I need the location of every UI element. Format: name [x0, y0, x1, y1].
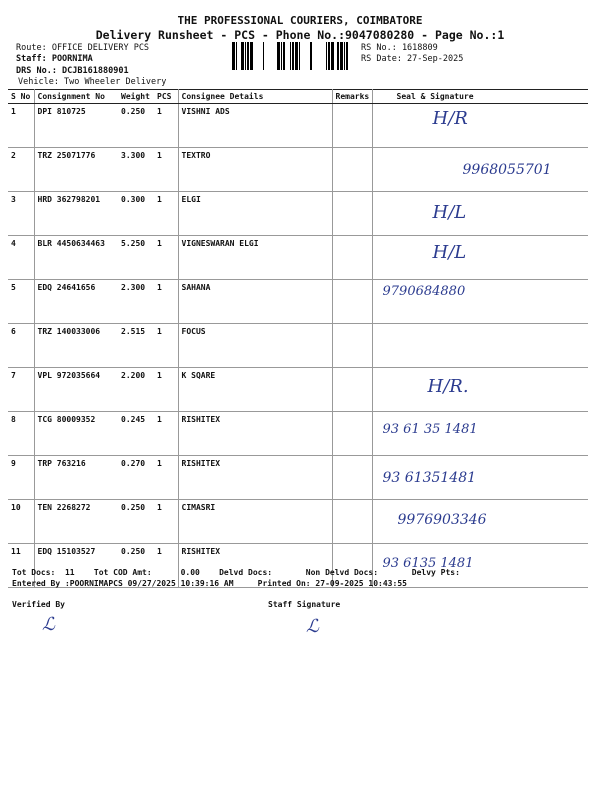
handwritten-signature: 9976903346 — [397, 512, 487, 528]
company-title: THE PROFESSIONAL COURIERS, COIMBATORE — [177, 14, 423, 27]
verified-signature-icon: ℒ — [42, 614, 55, 635]
cell-consignment: TEN 2268272 — [34, 500, 118, 544]
handwritten-signature: H/L — [432, 202, 467, 223]
barcode-bar — [241, 42, 244, 70]
cell-sno: 7 — [8, 368, 34, 412]
cell-signature — [372, 236, 588, 280]
cell-pcs: 1 — [154, 500, 178, 544]
cell-remarks — [332, 192, 372, 236]
barcode-icon — [232, 42, 354, 70]
table-row — [8, 368, 588, 412]
cell-pcs: 1 — [154, 104, 178, 148]
drs-label: DRS No.: DCJB161880901 — [16, 66, 129, 76]
barcode-bar — [340, 42, 343, 70]
barcode-bar — [328, 42, 330, 70]
cell-remarks — [332, 324, 372, 368]
cell-pcs: 1 — [154, 412, 178, 456]
cell-consignee: TEXTRO — [178, 148, 332, 192]
cell-sno: 10 — [8, 500, 34, 544]
cell-weight: 3.300 — [118, 148, 154, 192]
cell-remarks — [332, 236, 372, 280]
barcode-bar — [283, 42, 285, 70]
cell-pcs: 1 — [154, 236, 178, 280]
cell-sno: 6 — [8, 324, 34, 368]
col-consignment: Consignment No — [34, 90, 118, 104]
table-row — [8, 192, 588, 236]
table-row — [8, 456, 588, 500]
cell-signature — [372, 368, 588, 412]
cell-consignment: VPL 972035664 — [34, 368, 118, 412]
barcode-bar — [250, 42, 253, 70]
cell-weight: 2.300 — [118, 280, 154, 324]
barcode-bar — [236, 42, 237, 70]
barcode-bar — [245, 42, 246, 70]
cell-remarks — [332, 104, 372, 148]
col-signature: Seal & Signature — [372, 90, 588, 104]
table-header-row — [8, 90, 588, 104]
staff-signature-label: Staff Signature — [268, 600, 341, 609]
cell-consignee: ELGI — [178, 192, 332, 236]
cell-sno: 9 — [8, 456, 34, 500]
cell-weight: 5.250 — [118, 236, 154, 280]
staff-signature-icon: ℒ — [306, 616, 319, 637]
cell-signature — [372, 192, 588, 236]
table-row — [8, 500, 588, 544]
cell-weight: 0.250 — [118, 104, 154, 148]
runsheet-table — [8, 89, 588, 588]
rs-date-label: RS Date: 27-Sep-2025 — [361, 54, 464, 64]
cell-consignment: BLR 4450634463 — [34, 236, 118, 280]
cell-remarks — [332, 412, 372, 456]
barcode-bar — [344, 42, 345, 70]
cell-pcs: 1 — [154, 148, 178, 192]
barcode-bar — [310, 42, 312, 70]
cell-sno: 2 — [8, 148, 34, 192]
cell-consignment: EDQ 24641656 — [34, 280, 118, 324]
cell-sno: 5 — [8, 280, 34, 324]
cell-signature — [372, 104, 588, 148]
barcode-bar — [292, 42, 294, 70]
barcode-bar — [277, 42, 280, 70]
cell-remarks — [332, 280, 372, 324]
cell-consignment: TRP 763216 — [34, 456, 118, 500]
cell-remarks — [332, 500, 372, 544]
cell-consignee: RISHITEX — [178, 544, 332, 588]
cell-signature — [372, 500, 588, 544]
runsheet-subtitle: Delivery Runsheet - PCS - Phone No.:9047080280 - Page No.:1 — [95, 28, 505, 42]
cell-consignee: RISHITEX — [178, 456, 332, 500]
route-label: Route: OFFICE DELIVERY PCS — [16, 43, 150, 53]
cell-signature — [372, 280, 588, 324]
cell-sno: 8 — [8, 412, 34, 456]
table-row — [8, 148, 588, 192]
cell-consignment: DPI 810725 — [34, 104, 118, 148]
col-weight: Weight — [118, 90, 154, 104]
cell-signature — [372, 324, 588, 368]
cell-weight: 0.250 — [118, 500, 154, 544]
cell-remarks — [332, 456, 372, 500]
cell-consignment: TRZ 140033006 — [34, 324, 118, 368]
barcode-bar — [299, 42, 300, 70]
cell-sno: 11 — [8, 544, 34, 588]
cell-consignment: TRZ 25071776 — [34, 148, 118, 192]
barcode-bar — [247, 42, 249, 70]
cell-signature — [372, 412, 588, 456]
handwritten-signature: H/L — [432, 242, 467, 263]
cell-remarks — [332, 368, 372, 412]
handwritten-signature: H/R — [432, 108, 468, 129]
rs-no-label: RS No.: 1618809 — [361, 43, 438, 53]
barcode-bar — [346, 42, 348, 70]
cell-sno: 3 — [8, 192, 34, 236]
cell-consignee: FOCUS — [178, 324, 332, 368]
cell-pcs: 1 — [154, 544, 178, 588]
cell-consignee: VISHNI ADS — [178, 104, 332, 148]
cell-signature — [372, 148, 588, 192]
cell-signature — [372, 456, 588, 500]
barcode-bar — [281, 42, 282, 70]
cell-weight: 0.250 — [118, 544, 154, 588]
verified-by-label: Verified By — [12, 600, 65, 609]
cell-consignee: RISHITEX — [178, 412, 332, 456]
col-remarks: Remarks — [332, 90, 372, 104]
col-consignee: Consignee Details — [178, 90, 332, 104]
barcode-bar — [295, 42, 298, 70]
cell-consignee: K SQARE — [178, 368, 332, 412]
cell-weight: 0.245 — [118, 412, 154, 456]
handwritten-signature: 93 61 35 1481 — [382, 422, 478, 437]
entered-line: Entered By :POORNIMAPCS 09/27/2025 10:39:16 AM Printed On: 27-09-2025 10:43:55 — [12, 579, 407, 588]
cell-consignee: SAHANA — [178, 280, 332, 324]
barcode-bar — [232, 42, 235, 70]
table-row — [8, 412, 588, 456]
barcode-bar — [337, 42, 339, 70]
col-sno: S No — [8, 90, 34, 104]
handwritten-signature: 9790684880 — [382, 284, 466, 299]
table-row — [8, 104, 588, 148]
cell-weight: 0.270 — [118, 456, 154, 500]
cell-consignment: EDQ 15103527 — [34, 544, 118, 588]
cell-weight: 2.515 — [118, 324, 154, 368]
barcode-bar — [331, 42, 334, 70]
cell-sno: 4 — [8, 236, 34, 280]
barcode-bar — [263, 42, 264, 70]
staff-label: Staff: POORNIMA — [16, 54, 93, 64]
cell-consignment: HRD 362798201 — [34, 192, 118, 236]
table-row — [8, 280, 588, 324]
barcode-bar — [326, 42, 327, 70]
table-row — [8, 236, 588, 280]
table-row — [8, 324, 588, 368]
cell-pcs: 1 — [154, 368, 178, 412]
cell-sno: 1 — [8, 104, 34, 148]
handwritten-signature: 93 6135 1481 — [382, 556, 474, 571]
handwritten-signature: 9968055701 — [462, 162, 552, 178]
cell-consignment: TCG 80009352 — [34, 412, 118, 456]
cell-consignee: VIGNESWARAN ELGI — [178, 236, 332, 280]
cell-weight: 2.200 — [118, 368, 154, 412]
cell-pcs: 1 — [154, 324, 178, 368]
vehicle-label: Vehicle: Two Wheeler Delivery — [18, 77, 167, 87]
cell-consignee: CIMASRI — [178, 500, 332, 544]
handwritten-signature: 93 61351481 — [382, 470, 477, 486]
cell-pcs: 1 — [154, 280, 178, 324]
cell-remarks — [332, 148, 372, 192]
col-pcs: PCS — [154, 90, 178, 104]
totals-line: Tot Docs: 11 Tot COD Amt: 0.00 Delvd Docs: Non Delvd Docs: Delvy Pts: — [12, 568, 460, 577]
cell-weight: 0.300 — [118, 192, 154, 236]
cell-pcs: 1 — [154, 192, 178, 236]
cell-pcs: 1 — [154, 456, 178, 500]
barcode-bar — [290, 42, 291, 70]
handwritten-signature: H/R. — [427, 376, 469, 397]
